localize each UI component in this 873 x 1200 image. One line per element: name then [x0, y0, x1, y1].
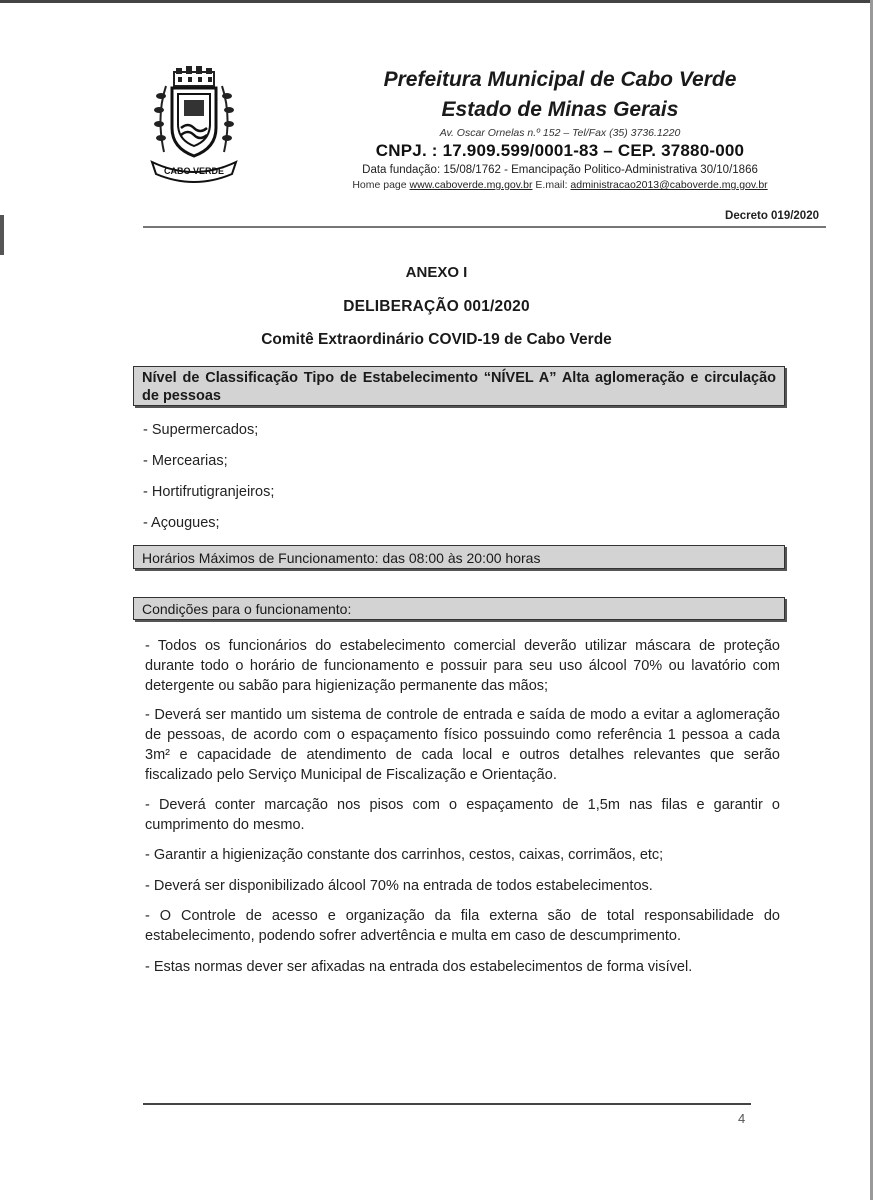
condition-paragraph: - Estas normas dever ser afixadas na entrada dos estabelecimentos de forma visível. [145, 959, 693, 975]
list-item: - Hortifrutigranjeiros; [143, 484, 275, 500]
list-item: - Mercearias; [143, 453, 228, 469]
condition-paragraph: - Deverá ser mantido um sistema de controle de entrada e saída de modo a evitar a aglomeração de pessoas, de acordo com o espaçamento físico possuindo como referência 1 pessoa a cada 3m² e capacidade de atendimento de cada local e outros detalhes relevantes que serão fiscalizado pelo Serviço Municipal de Fiscalização e Orientação. [145, 707, 780, 783]
conditions-heading-box: Condições para o funcionamento: [133, 597, 785, 620]
header-divider [143, 226, 826, 228]
cnpj-cep-line: CNPJ. : 17.909.599/0001-83 – CEP. 37880-000 [375, 141, 745, 160]
scan-mark [0, 215, 4, 255]
homepage-label: Home page [352, 179, 407, 191]
seal-ribbon-text: CABO VERDE [163, 166, 225, 176]
condition-paragraph: - O Controle de acesso e organização da fila externa são de total responsabilidade do estabelecimento, podendo sofrer advertência e multa em caso de descumprimento. [145, 908, 780, 944]
classification-level-box: Nível de Classificação Tipo de Estabelecimento “NÍVEL A” Alta aglomeração e circulação de pessoas [133, 366, 785, 406]
condition-paragraph: - Garantir a higienização constante dos carrinhos, cestos, caixas, corrimãos, etc; [145, 847, 664, 863]
homepage-link[interactable]: www.caboverde.mg.gov.br [409, 179, 533, 191]
email-label: E.mail: [535, 179, 568, 191]
list-item: - Supermercados; [143, 422, 259, 438]
email-link[interactable]: administracao2013@caboverde.mg.gov.br [570, 179, 768, 191]
municipality-title: Prefeitura Municipal de Cabo Verde [383, 68, 737, 91]
deliberation-title: DELIBERAÇÃO 001/2020 [343, 298, 530, 315]
contact-line [290, 179, 830, 191]
condition-paragraph: - Deverá conter marcação nos pisos com o espaçamento de 1,5m nas filas e garantir o cumprimento do mesmo. [145, 797, 780, 833]
scan-border-top [0, 0, 873, 3]
condition-paragraph: - Deverá ser disponibilizado álcool 70% na entrada de todos estabelecimentos. [145, 878, 653, 894]
state-title: Estado de Minas Gerais [441, 98, 679, 121]
address-line: Av. Oscar Ornelas n.º 152 – Tel/Fax (35) 3736.1220 [439, 127, 681, 139]
list-item: - Açougues; [143, 515, 220, 531]
footer-divider [143, 1103, 751, 1105]
page-number: 4 [738, 1111, 746, 1126]
foundation-dates: Data fundação: 15/08/1762 - Emancipação Politico-Administrativa 30/10/1866 [362, 164, 758, 176]
committee-title: Comitê Extraordinário COVID-19 de Cabo Verde [261, 331, 612, 348]
decree-number: Decreto 019/2020 [725, 210, 819, 222]
operating-hours-box: Horários Máximos de Funcionamento: das 08:00 às 20:00 horas [133, 545, 785, 569]
condition-paragraph: - Todos os funcionários do estabelecimento comercial deverão utilizar máscara de proteção durante todo o horário de funcionamento e possuir para seu uso álcool 70% ou lavatório com detergente ou sabão para higienização permanente das mãos; [145, 638, 780, 694]
annex-title: ANEXO I [405, 264, 468, 281]
coat-of-arms-icon [148, 66, 240, 184]
